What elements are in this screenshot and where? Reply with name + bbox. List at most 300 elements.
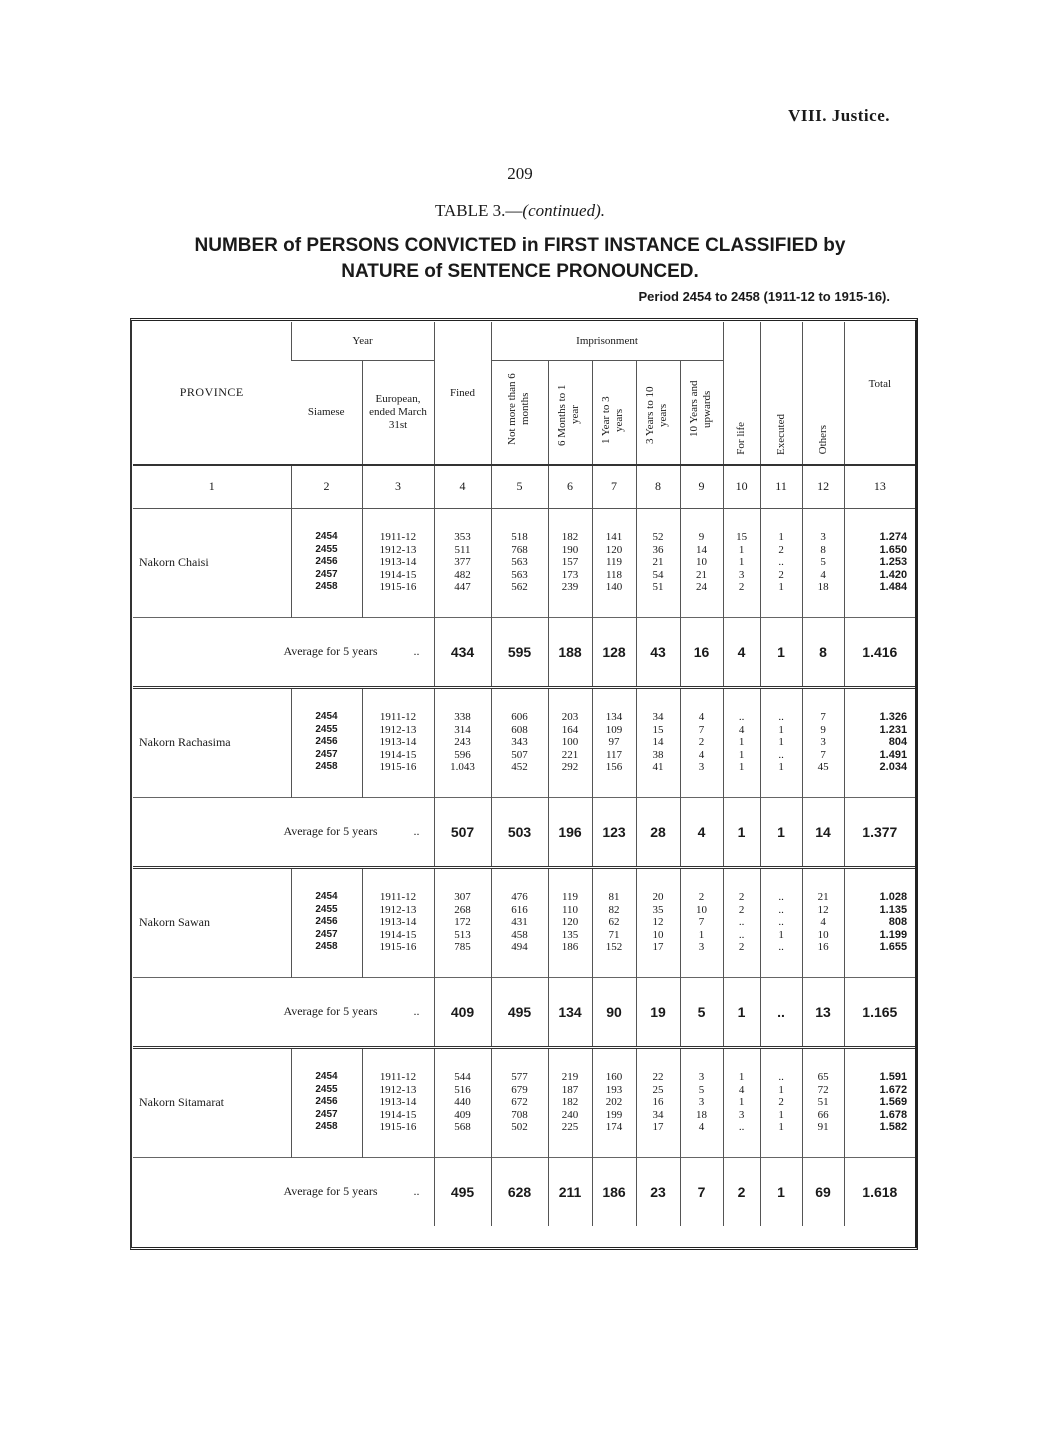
- table-cell: 768: [511, 543, 528, 556]
- table-cell: 1912-13: [379, 723, 417, 736]
- table-cell: 708: [511, 1108, 528, 1121]
- table-cell: 182: [561, 1096, 579, 1109]
- table-cell: 1912-13: [379, 903, 417, 916]
- imp-6months-values: [491, 687, 548, 797]
- table-cell: 66: [817, 1108, 829, 1121]
- table-cell: 186: [561, 941, 579, 954]
- table-cell: 2455: [315, 903, 338, 915]
- avg-others: 69: [802, 1157, 844, 1226]
- table-cell: 4: [820, 916, 826, 929]
- column-number: 8: [636, 465, 680, 509]
- table-cell: 4: [698, 1121, 705, 1134]
- others-values: [802, 508, 844, 617]
- imp-1year-values: [548, 508, 592, 617]
- table-cell: 156: [605, 761, 623, 774]
- imp-1year-values: [548, 687, 592, 797]
- table-cell: 1: [778, 1083, 784, 1096]
- table-cell: 141: [605, 531, 623, 544]
- executed-values: [760, 687, 802, 797]
- siamese-values: [291, 867, 362, 977]
- table-cell: 45: [817, 761, 829, 774]
- table-cell: 1915-16: [379, 761, 417, 774]
- table-cell: 2454: [315, 1071, 338, 1083]
- table-cell: 135: [561, 928, 579, 941]
- table-cell: 82: [608, 903, 620, 916]
- avg-for-life: 1: [723, 797, 760, 867]
- table-cell: 52: [652, 531, 664, 544]
- imp-6months-values: [491, 508, 548, 617]
- column-number: 9: [680, 465, 723, 509]
- others-values: [802, 1047, 844, 1157]
- imp-10years-values: [636, 508, 680, 617]
- province-name: Nakorn Rachasima: [133, 687, 291, 797]
- imp-10years-header: 3 Years to 10 years: [636, 361, 680, 465]
- table-cell: 182: [561, 531, 579, 544]
- table-cell: 1.028: [879, 891, 908, 904]
- table-cell: 1911-12: [379, 711, 417, 724]
- table-cell: 353: [454, 531, 471, 544]
- avg-executed: 1: [760, 617, 802, 687]
- average-label: [133, 977, 434, 1047]
- table-cell: 54: [652, 568, 664, 581]
- average-label: [133, 617, 434, 687]
- table-cell: 51: [817, 1096, 829, 1109]
- table-cell: ..: [778, 941, 784, 954]
- average-row: [133, 797, 915, 867]
- table-cell: 10: [652, 928, 664, 941]
- siamese-values: [291, 508, 362, 617]
- table-cell: 440: [454, 1096, 471, 1109]
- table-cell: 482: [454, 568, 471, 581]
- table-cell: 2458: [315, 941, 338, 953]
- table-cell: 174: [605, 1121, 623, 1134]
- imp-upwards-values: [680, 687, 723, 797]
- table-cell: 577: [511, 1071, 528, 1084]
- average-label: [133, 1157, 434, 1226]
- table-cell: 1: [778, 723, 784, 736]
- table-cell: 15: [652, 723, 664, 736]
- avg-others: 13: [802, 977, 844, 1047]
- table-cell: 1: [738, 736, 745, 749]
- table-cell: 17: [652, 1121, 664, 1134]
- table-cell: 307: [454, 891, 471, 904]
- table-cell: 240: [561, 1108, 579, 1121]
- table-cell: 16: [817, 941, 829, 954]
- column-number: 5: [491, 465, 548, 509]
- table-cell: 268: [454, 903, 471, 916]
- imp-3years-values: [592, 867, 636, 977]
- province-header: PROVINCE: [179, 385, 244, 400]
- total-values: [844, 687, 915, 797]
- column-number: 10: [723, 465, 760, 509]
- average-label-text: Average for 5 years: [283, 1184, 378, 1198]
- imp-1year-header: 6 Months to 1 year: [548, 361, 592, 465]
- table-cell: 190: [561, 543, 579, 556]
- table-cell: 1: [778, 761, 784, 774]
- imp-3years-values: [592, 1047, 636, 1157]
- avg-total: 1.416: [844, 617, 915, 687]
- table-cell: 2457: [315, 928, 338, 940]
- table-cell: 62: [608, 916, 620, 929]
- average-label-dots: ..: [413, 644, 420, 658]
- table-cell: 1914-15: [379, 568, 417, 581]
- for-life-values: [723, 867, 760, 977]
- for-life-values: [723, 508, 760, 617]
- table-cell: 152: [605, 941, 623, 954]
- column-number: 13: [844, 465, 915, 509]
- table-cell: 502: [511, 1121, 528, 1134]
- table-cell: 494: [511, 941, 528, 954]
- table-cell: 1: [778, 736, 784, 749]
- table-cell: 34: [652, 711, 664, 724]
- table-cell: 2: [698, 891, 705, 904]
- table-cell: 35: [652, 903, 664, 916]
- others-values: [802, 687, 844, 797]
- table-cell: 172: [454, 916, 471, 929]
- table-cell: 4: [698, 711, 705, 724]
- imprisonment-group-header: Imprisonment: [491, 322, 723, 361]
- table-cell: 1911-12: [379, 1071, 417, 1084]
- table-cell: 1: [738, 1096, 745, 1109]
- fined-values: [434, 687, 491, 797]
- avg-imp-1year: 196: [548, 797, 592, 867]
- table-cell: 3: [698, 1071, 705, 1084]
- executed-values: [760, 508, 802, 617]
- main-title: [0, 233, 1040, 285]
- table-label-continued: (continued).: [522, 201, 606, 220]
- table-cell: 1: [738, 543, 745, 556]
- table-cell: 3: [698, 761, 705, 774]
- table-cell: 119: [561, 891, 579, 904]
- province-row: [133, 1047, 915, 1157]
- year-group-header: Year: [291, 322, 434, 361]
- column-number: 4: [434, 465, 491, 509]
- table-cell: 606: [511, 711, 528, 724]
- table-cell: 2458: [315, 761, 338, 773]
- table-cell: 16: [652, 1096, 664, 1109]
- table-cell: 516: [454, 1083, 471, 1096]
- table-cell: 1914-15: [379, 748, 417, 761]
- sentence-table: [133, 322, 915, 1226]
- table-cell: 25: [652, 1083, 664, 1096]
- table-cell: 338: [454, 711, 471, 724]
- table-cell: 616: [511, 903, 528, 916]
- table-cell: 568: [454, 1121, 471, 1134]
- table-cell: 203: [561, 711, 579, 724]
- table-cell: ..: [738, 916, 745, 929]
- siamese-header: Siamese: [307, 406, 345, 419]
- table-cell: 3: [698, 941, 705, 954]
- imp-3years-values: [592, 687, 636, 797]
- average-row: [133, 617, 915, 687]
- table-cell: 91: [817, 1121, 829, 1134]
- average-label-dots: ..: [413, 1004, 420, 1018]
- table-cell: 193: [605, 1083, 623, 1096]
- table-cell: 120: [561, 916, 579, 929]
- avg-imp-10years: 19: [636, 977, 680, 1047]
- table-cell: 2.034: [879, 761, 908, 774]
- table-cell: 4: [738, 723, 745, 736]
- table-cell: 7: [698, 916, 705, 929]
- table-cell: 672: [511, 1096, 528, 1109]
- avg-imp-3years: 186: [592, 1157, 636, 1226]
- table-cell: 2: [778, 1096, 784, 1109]
- siamese-values: [291, 1047, 362, 1157]
- avg-fined: 495: [434, 1157, 491, 1226]
- column-number-row: [133, 465, 915, 509]
- imp-10years-values: [636, 867, 680, 977]
- table-cell: 239: [561, 581, 579, 594]
- avg-imp-6months: 628: [491, 1157, 548, 1226]
- table-label: [0, 201, 1040, 221]
- table-cell: ..: [778, 556, 784, 569]
- table-cell: 2: [738, 581, 745, 594]
- table-cell: 343: [511, 736, 528, 749]
- avg-fined: 409: [434, 977, 491, 1047]
- avg-fined: 507: [434, 797, 491, 867]
- table-cell: 2456: [315, 736, 338, 748]
- table-cell: 72: [817, 1083, 829, 1096]
- table-cell: 2455: [315, 723, 338, 735]
- table-cell: ..: [738, 1121, 745, 1134]
- table-cell: 377: [454, 556, 471, 569]
- table-cell: 458: [511, 928, 528, 941]
- table-cell: 34: [652, 1108, 664, 1121]
- for-life-values: [723, 1047, 760, 1157]
- european-period-values: [362, 687, 434, 797]
- table-cell: 452: [511, 761, 528, 774]
- table-cell: 1915-16: [379, 581, 417, 594]
- table-cell: 160: [605, 1071, 623, 1084]
- avg-imp-10years: 43: [636, 617, 680, 687]
- avg-total: 1.165: [844, 977, 915, 1047]
- table-cell: 1.484: [879, 581, 908, 594]
- table-cell: 10: [817, 928, 829, 941]
- table-cell: 2457: [315, 748, 338, 760]
- table-cell: 596: [454, 748, 471, 761]
- table-cell: 804: [888, 736, 908, 749]
- table-cell: 2: [698, 736, 705, 749]
- imp-upwards-values: [680, 867, 723, 977]
- table-cell: 1.326: [879, 711, 908, 724]
- table-cell: 9: [820, 723, 826, 736]
- table-cell: 21: [817, 891, 829, 904]
- avg-imp-6months: 495: [491, 977, 548, 1047]
- avg-imp-10years: 28: [636, 797, 680, 867]
- table-cell: 292: [561, 761, 579, 774]
- table-cell: 1: [738, 556, 745, 569]
- table-cell: 12: [652, 916, 664, 929]
- table-cell: 1: [738, 1071, 745, 1084]
- for-life-values: [723, 687, 760, 797]
- table-cell: 3: [738, 1108, 745, 1121]
- table-body: [133, 508, 915, 1226]
- table-cell: 4: [738, 1083, 745, 1096]
- table-cell: 1913-14: [379, 1096, 417, 1109]
- table-cell: 100: [561, 736, 579, 749]
- avg-imp-10years: 23: [636, 1157, 680, 1226]
- section-title: VIII. Justice.: [788, 106, 890, 125]
- table-cell: ..: [738, 928, 745, 941]
- for-life-header: For life: [723, 322, 760, 465]
- province-row: [133, 508, 915, 617]
- table-cell: 7: [820, 711, 826, 724]
- table-cell: 1915-16: [379, 941, 417, 954]
- table-cell: 608: [511, 723, 528, 736]
- table-cell: 2457: [315, 1108, 338, 1120]
- table-cell: ..: [778, 891, 784, 904]
- table-cell: 20: [652, 891, 664, 904]
- avg-for-life: 1: [723, 977, 760, 1047]
- table-cell: 2: [738, 891, 745, 904]
- table-cell: 518: [511, 531, 528, 544]
- european-period-values: [362, 1047, 434, 1157]
- table-cell: 1912-13: [379, 1083, 417, 1096]
- average-label-text: Average for 5 years: [283, 644, 378, 658]
- avg-fined: 434: [434, 617, 491, 687]
- table-cell: 431: [511, 916, 528, 929]
- table-cell: 1.678: [879, 1108, 908, 1121]
- table-cell: 1.582: [879, 1121, 908, 1134]
- table-cell: 199: [605, 1108, 623, 1121]
- table-cell: 3: [738, 568, 745, 581]
- table-cell: 18: [696, 1108, 708, 1121]
- imp-1year-values: [548, 867, 592, 977]
- average-label-text: Average for 5 years: [283, 824, 378, 838]
- table-cell: 1: [778, 1121, 784, 1134]
- avg-imp-6months: 503: [491, 797, 548, 867]
- table-cell: 1.650: [879, 543, 908, 556]
- table-cell: 3: [820, 736, 826, 749]
- table-label-main: TABLE 3.—: [434, 201, 523, 220]
- table-cell: 1: [698, 928, 705, 941]
- average-row: [133, 977, 915, 1047]
- average-label-text: Average for 5 years: [283, 1004, 378, 1018]
- table-cell: 225: [561, 1121, 579, 1134]
- table-cell: 173: [561, 568, 579, 581]
- table-cell: 2: [778, 568, 784, 581]
- avg-executed: 1: [760, 1157, 802, 1226]
- table-cell: 447: [454, 581, 471, 594]
- table-cell: 15: [736, 531, 748, 544]
- column-number: 6: [548, 465, 592, 509]
- table-cell: 140: [605, 581, 623, 594]
- table-cell: 243: [454, 736, 471, 749]
- table-cell: 1.231: [879, 723, 908, 736]
- table-cell: 36: [652, 543, 664, 556]
- table-cell: 1: [738, 761, 745, 774]
- imp-1year-values: [548, 1047, 592, 1157]
- table-cell: 2455: [315, 543, 338, 555]
- column-number: 11: [760, 465, 802, 509]
- table-cell: 118: [605, 568, 623, 581]
- table-cell: 2454: [315, 711, 338, 723]
- table-cell: 513: [454, 928, 471, 941]
- table-cell: 3: [698, 1096, 705, 1109]
- table-cell: 1913-14: [379, 736, 417, 749]
- table-cell: 120: [605, 543, 623, 556]
- table-cell: 1.569: [879, 1096, 908, 1109]
- table-cell: 2: [738, 941, 745, 954]
- table-cell: 65: [817, 1071, 829, 1084]
- executed-values: [760, 1047, 802, 1157]
- avg-imp-3years: 123: [592, 797, 636, 867]
- european-header: European, ended March 31st: [362, 361, 434, 465]
- imp-10years-values: [636, 687, 680, 797]
- table-cell: 21: [696, 568, 708, 581]
- european-period-values: [362, 508, 434, 617]
- avg-imp-upwards: 5: [680, 977, 723, 1047]
- avg-executed: ..: [760, 977, 802, 1047]
- table-cell: 511: [454, 543, 471, 556]
- fined-values: [434, 867, 491, 977]
- table-cell: 1: [778, 1108, 784, 1121]
- table-cell: 562: [511, 581, 528, 594]
- table-cell: 81: [608, 891, 620, 904]
- table-cell: 9: [698, 531, 705, 544]
- table-cell: 187: [561, 1083, 579, 1096]
- table-cell: 476: [511, 891, 528, 904]
- avg-imp-upwards: 16: [680, 617, 723, 687]
- imp-upwards-header: 10 Years and upwards: [680, 361, 723, 465]
- province-row: [133, 867, 915, 977]
- total-values: [844, 508, 915, 617]
- table-cell: 38: [652, 748, 664, 761]
- average-row: [133, 1157, 915, 1226]
- table-cell: 1912-13: [379, 543, 417, 556]
- imp-upwards-values: [680, 1047, 723, 1157]
- table-cell: 1.672: [879, 1083, 908, 1096]
- page-number: 209: [507, 164, 533, 183]
- table-cell: 409: [454, 1108, 471, 1121]
- table-cell: 4: [698, 748, 705, 761]
- table-cell: 17: [652, 941, 664, 954]
- table-cell: ..: [778, 748, 784, 761]
- others-values: [802, 867, 844, 977]
- table-cell: 14: [652, 736, 664, 749]
- table-cell: 157: [561, 556, 579, 569]
- table-cell: 2458: [315, 581, 338, 593]
- table-cell: 21: [652, 556, 664, 569]
- table-cell: 10: [696, 903, 708, 916]
- table-cell: 14: [696, 543, 708, 556]
- table-cell: 134: [605, 711, 623, 724]
- fined-values: [434, 508, 491, 617]
- table-cell: 1.591: [879, 1071, 908, 1084]
- imp-3years-values: [592, 508, 636, 617]
- european-period-values: [362, 867, 434, 977]
- table-cell: 18: [817, 581, 829, 594]
- table-cell: 4: [820, 568, 826, 581]
- total-values: [844, 867, 915, 977]
- table-cell: 808: [888, 916, 908, 929]
- table-cell: 22: [652, 1071, 664, 1084]
- table-cell: 1.491: [879, 748, 908, 761]
- main-title-line-2: NATURE of SENTENCE PRONOUNCED.: [341, 261, 699, 282]
- table-cell: 1.420: [879, 568, 908, 581]
- avg-imp-6months: 595: [491, 617, 548, 687]
- table-cell: 1911-12: [379, 891, 417, 904]
- avg-imp-1year: 134: [548, 977, 592, 1047]
- imp-10years-values: [636, 1047, 680, 1157]
- table-cell: 1: [778, 531, 784, 544]
- table-cell: 1915-16: [379, 1121, 417, 1134]
- avg-others: 8: [802, 617, 844, 687]
- avg-others: 14: [802, 797, 844, 867]
- table-cell: ..: [778, 711, 784, 724]
- table-cell: 1.274: [879, 531, 908, 544]
- table-cell: 10: [696, 556, 708, 569]
